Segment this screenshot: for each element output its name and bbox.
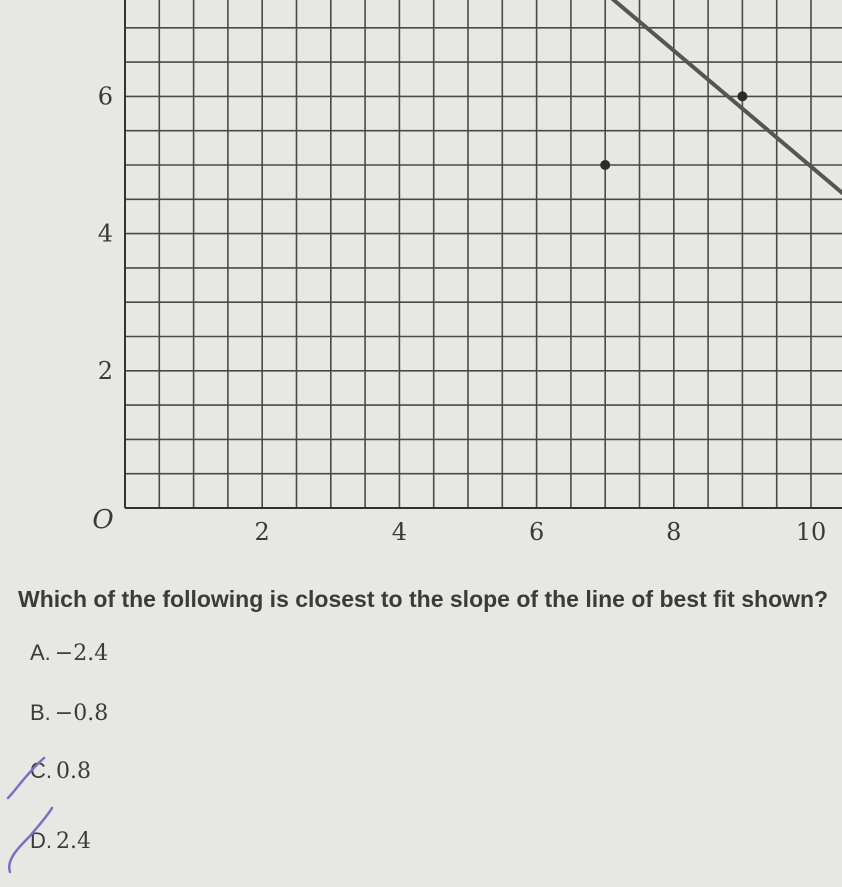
- y-tick-label: 2: [97, 356, 113, 385]
- choice-d-value: 2.4: [56, 829, 91, 854]
- x-tick-label: 4: [391, 518, 408, 546]
- choice-a[interactable]: [30, 640, 108, 666]
- y-tick-label: 4: [97, 219, 113, 248]
- data-point: [737, 91, 747, 101]
- question-text: Which of the following is closest to the slope of the line of best fit shown?: [18, 586, 829, 612]
- choice-d-letter: D.: [30, 828, 52, 853]
- choice-b-letter: B.: [30, 700, 51, 725]
- data-point: [600, 160, 610, 170]
- x-tick-label: 8: [666, 518, 682, 546]
- x-tick-label: 6: [528, 518, 545, 546]
- choice-b-value: −0.8: [54, 701, 109, 726]
- choice-a-value: −2.4: [54, 641, 109, 666]
- choice-c-letter: C.: [30, 758, 52, 783]
- choice-a-letter: A.: [30, 640, 51, 665]
- x-tick-label: 2: [254, 518, 270, 546]
- y-tick-label: 6: [97, 82, 113, 111]
- choice-c[interactable]: [30, 758, 91, 784]
- choice-d[interactable]: [30, 828, 91, 854]
- origin-label: O: [92, 505, 114, 535]
- choice-b[interactable]: [30, 700, 108, 726]
- choice-c-value: 0.8: [56, 759, 91, 784]
- x-tick-label: 10: [795, 518, 827, 546]
